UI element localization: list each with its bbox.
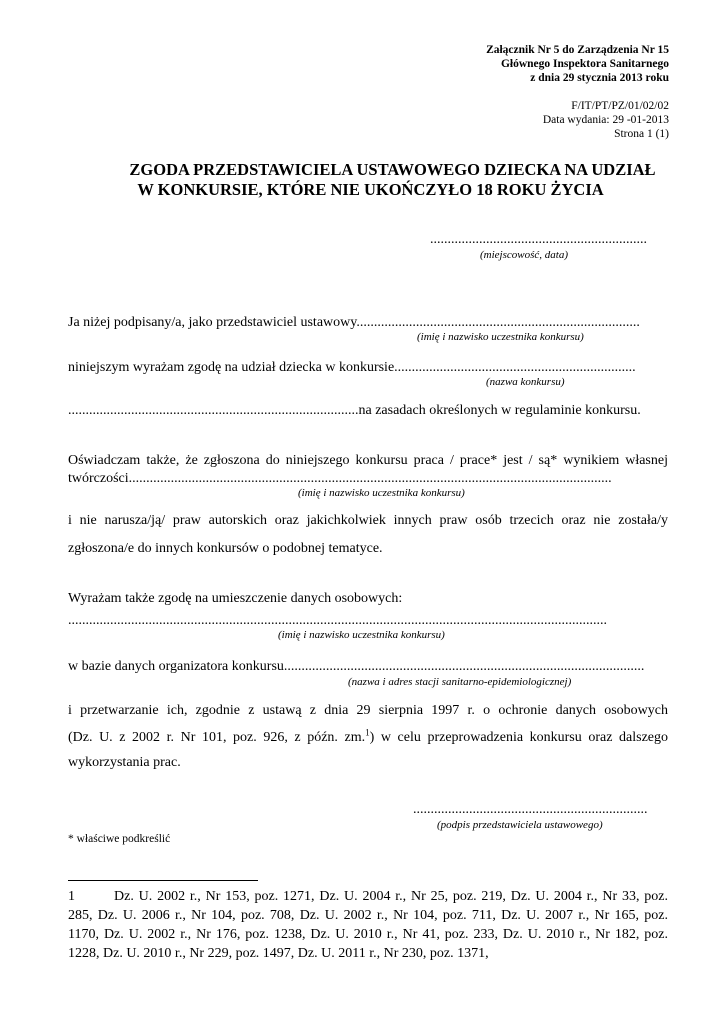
issue-date: Data wydania: 29 -01-2013 [542, 114, 669, 126]
footnote-number: 1 [68, 889, 75, 904]
header-date-line: z dnia 29 stycznia 2013 roku [530, 72, 669, 84]
header-authority-line: Głównego Inspektora Sanitarnego [500, 58, 669, 70]
rights-statement-line-2: zgłoszona/e do innych konkursów o podobnej tematyce. [68, 541, 383, 556]
footnote-line-2: 285, Dz. U. 2006 r., Nr 104, poz. 708, Dz. U. 2002 r., Nr 104, poz. 711, Dz. U. 2007 r., Nr 165, poz. [68, 908, 668, 923]
footnote-divider [68, 880, 258, 881]
station-name-caption: (nazwa i adres stacji sanitarno-epidemiologicznej) [348, 676, 572, 688]
underline-note: * właściwe podkreślić [68, 833, 171, 845]
place-date-field[interactable]: .............................................................. [430, 232, 647, 247]
footnote-marker[interactable]: 1 [365, 727, 370, 738]
participant-name-caption-3: (imię i nazwisko uczestnika konkursu) [278, 629, 445, 641]
participant-name-caption-2: (imię i nazwisko uczestnika konkursu) [298, 487, 465, 499]
header-annex-line: Załącznik Nr 5 do Zarządzenia Nr 15 [486, 44, 669, 56]
page-title-line-1: ZGODA PRZEDSTAWICIELA USTAWOWEGO DZIECKA NA UDZIAŁ [129, 160, 656, 179]
participant-name-caption: (imię i nazwisko uczestnika konkursu) [417, 331, 584, 343]
organizer-database-line[interactable]: w bazie danych organizatora konkursu....................................................................................................... [68, 659, 645, 674]
processing-line-1: i przetwarzanie ich, zgodnie z ustawą z dnia 29 sierpnia 1997 r. o ochronie danych osobowych [68, 703, 668, 718]
contest-name-caption: (nazwa konkursu) [486, 376, 565, 388]
rules-line[interactable]: ...................................................................................na zasadach określonych w regulaminie konkursu. [68, 403, 641, 418]
data-consent-heading: Wyrażam także zgodę na umieszczenie danych osobowych: [68, 591, 403, 606]
authorship-statement-line-1: Oświadczam także, że zgłoszona do niniejszego konkursu praca / prace* jest / są* wynikiem własnej [68, 453, 668, 468]
page-title-line-2: W KONKURSIE, KTÓRE NIE UKOŃCZYŁO 18 ROKU ŻYCIA [137, 180, 604, 199]
rights-statement-line-1: i nie narusza/ją/ praw autorskich oraz jakichkolwiek innych praw osób trzecich oraz nie została/y [68, 513, 668, 528]
document-code: F/IT/PT/PZ/01/02/02 [571, 100, 669, 112]
footnote-line-3: 1170, Dz. U. 2002 r., Nr 176, poz. 1238, Dz. U. 2010 r., Nr 41, poz. 233, Dz. U. 2010 r., Nr 182, poz. [68, 927, 668, 942]
processing-line-3: wykorzystania prac. [68, 755, 181, 770]
processing-line-2: (Dz. U. z 2002 r. Nr 101, poz. 926, z późn. zm.$^1$) w celu przeprowadzenia konkursu oraz dalszego [68, 727, 668, 745]
footnote-line-1: Dz. U. 2002 r., Nr 153, poz. 1271, Dz. U. 2004 r., Nr 25, poz. 219, Dz. U. 2004 r., Nr 33, poz. [114, 889, 668, 904]
signature-field[interactable]: ................................................................... [413, 802, 648, 817]
consent-contest-line[interactable]: niniejszym wyrażam zgodę na udział dziecka w konkursie..................................................................... [68, 360, 636, 375]
place-date-caption: (miejscowość, data) [480, 249, 568, 261]
signature-caption: (podpis przedstawiciela ustawowego) [437, 819, 603, 831]
participant-name-field[interactable]: .......................................................................................................................................................... [68, 613, 607, 628]
footnote-line-4: 1228, Dz. U. 2010 r., Nr 229, poz. 1497, Dz. U. 2011 r., Nr 230, poz. 1371, [68, 946, 489, 961]
declarant-line[interactable]: Ja niżej podpisany/a, jako przedstawiciel ustawowy................................................................................. [68, 315, 640, 330]
authorship-statement-line-2[interactable]: twórczości.......................................................................................................................................... [68, 471, 612, 486]
page-number: Strona 1 (1) [614, 128, 669, 140]
